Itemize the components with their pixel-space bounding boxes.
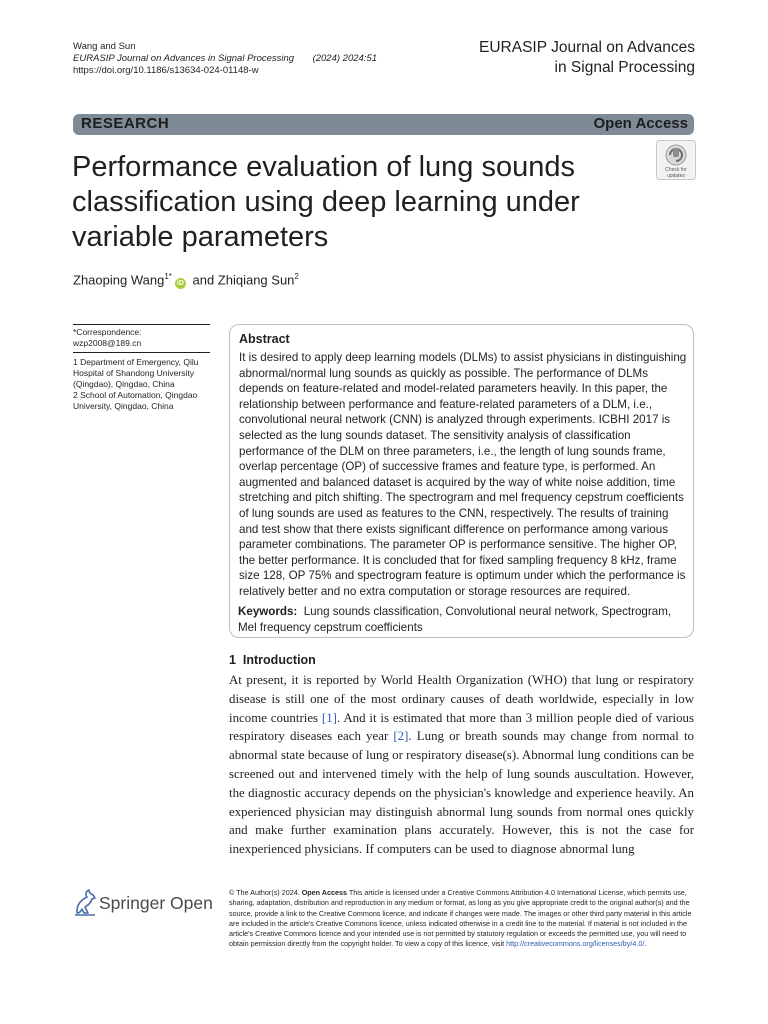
author-1-affiliation: 1* [164,272,172,281]
license-link[interactable]: http://creativecommons.org/licenses/by/4.0/ [506,939,645,949]
author-2: Zhiqiang Sun [217,272,295,288]
section-title: Introduction [242,653,316,667]
springer-open-logo [73,888,218,920]
citation-link-2[interactable]: [2] [393,729,409,744]
author-list [73,272,299,289]
open-access-label: Open Access [593,115,688,132]
header-year-volume: (2024) 2024:51 [312,53,378,64]
introduction-paragraph [229,671,694,859]
citation-link-1[interactable]: [1] [321,710,337,725]
running-header-left [73,41,377,77]
check-for-updates-icon [656,140,696,180]
affiliation-2: 2 School of Automation, Qingdao University, Qingdao, China [73,390,198,411]
correspondence-email[interactable]: wzp2008@189.cn [73,338,142,348]
intro-text-3: . Lung or breath sounds may change from normal to abnormal state because of lung or respiratory disease(s). Abnormal lung conditions can be screened out and intervened timely with the help of lung sounds auscultation. However, the diagnostic accuracy depends on the physician's knowledge and experience heavily. An experienced physician may distinguish abnormal lung sounds from normal ones quickly and make further examination plans accurately. However, this is not the case for inexperienced physicians. If computers can be used to diagnose abnormal lung [229,729,694,857]
license-text: This article is licensed under a Creative Commons Attribution 4.0 International License, which permits use, sharing, adaptation, distribution and reproduction in any medium or format, as long as you give appropriate credit to the original author(s) and the source, provide a link to the Creative Commons licence, and indicate if changes were made. The images or other third party material in this article are included in the article's Creative Commons licence, unless indicated otherwise in a credit line to the material. If material is not included in the article's Creative Commons licence and your intended use is not permitted by statutory regulation or exceeds the permitted use, you will need to obtain permission directly from the copyright holder. To view a copy of this licence, visit [229,888,692,949]
article-type-banner [73,114,694,135]
keywords-label: Keywords: [238,605,298,618]
abstract-text: It is desired to apply deep learning models (DLMs) to assist physicians in distinguishing abnormal/normal lung sounds as quickly as possible. The performance of DLMs depends on feature-related and model-related parameters heavily. In this paper, the relationship between performance and feature-related parameters of a DLM, i.e., convolutional neural network (CNN) is analyzed through experiments. ICBHI 2017 is selected as the lung sounds dataset. The sensitivity analysis of classification performance of the DLM on three parameters, i.e., the length of lung sounds frame, overlap percentage (OP) of successive frames and feature type, is performed. An augmented and balanced dataset is acquired by the way of white noise addition, time stretching and pitch shifting. The spectrogram and mel frequency cepstrum coefficients of lung sounds are used as features to the CNN, respectively. The results of training and test show that there exists significant difference on performance among various parameter combinations. The parameter OP is performance sensitive. The higher OP, the better performance. It is concluded that for fixed sampling frequency 8 kHz, frame size 128, OP 75% and spectrogram feature is optimum under which the performance is relatively better and no extra computation or storage resources are required. [239,351,687,598]
author-1: Zhaoping Wang [73,272,165,288]
logo-text: Springer Open [99,893,213,913]
correspondence-sidebar [73,324,210,412]
intro-text-2: . And it is estimated that more than 3 million people died of various respiratory diseases each year [229,710,694,744]
intro-text-1: At present, it is reported by World Health Organization (WHO) that lung or respiratory disease is still one of the most ordinary causes of death worldwide, especially in low income countries [229,673,694,725]
sidebar-divider [73,352,210,353]
svg-text:Check for: Check for [665,167,687,173]
journal-name-header [479,38,695,78]
header-journal: EURASIP Journal on Advances in Signal Processing [73,53,295,64]
sidebar-top-rule [73,324,210,325]
svg-text:updates: updates [667,173,685,179]
abstract-heading: Abstract [239,332,290,346]
keywords-list: Lung sounds classification, Convolutional neural network, Spectrogram, Mel frequency cepstrum coefficients [238,605,672,634]
journal-name-line2: in Signal Processing [554,59,695,76]
correspondence-label: *Correspondence: [73,327,142,337]
check-for-updates-badge[interactable] [656,140,696,180]
journal-name-line1: EURASIP Journal on Advances [479,39,695,56]
section-number: 1 [229,653,236,667]
author-conjunction: and [188,272,218,288]
affiliation-1: 1 Department of Emergency, Qilu Hospital of Shandong University (Qingdao), Qingdao, China [73,357,199,389]
header-authors: Wang and Sun [73,41,136,52]
author-2-affiliation: 2 [294,272,299,281]
springer-horse-icon [73,889,97,917]
keywords [238,604,688,635]
license-copyright: © The Author(s) 2024. [229,888,302,897]
section-heading [229,653,316,667]
license-statement [229,888,694,950]
abstract-box [229,324,694,638]
article-type-label: RESEARCH [81,115,170,132]
orcid-icon[interactable]: iD [176,280,184,288]
header-doi[interactable]: https://doi.org/10.1186/s13634-024-01148-w [73,65,259,76]
header-journal-citation [73,53,377,65]
license-suffix: . [644,939,647,949]
article-title: Performance evaluation of lung sounds classification using deep learning under variable parameters [72,151,580,253]
license-open-access: Open Access [301,888,347,897]
